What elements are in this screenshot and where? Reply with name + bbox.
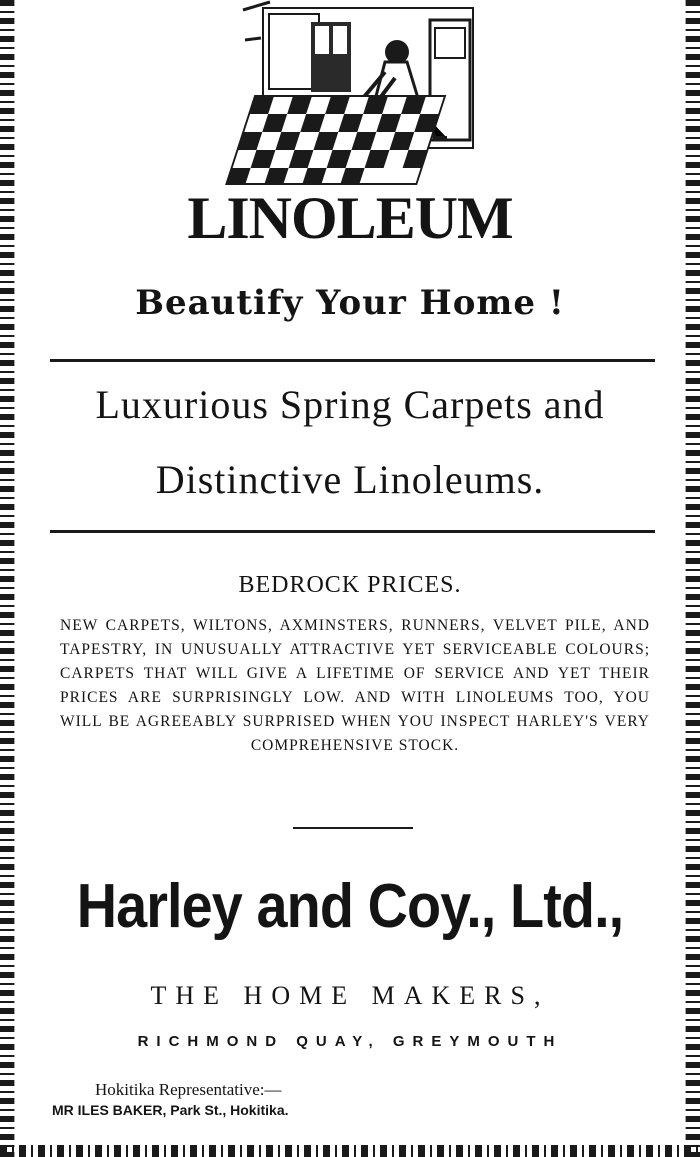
representative-name: MR ILES BAKER, Park St., Hokitika. — [52, 1102, 289, 1118]
headline-line-2: Distinctive Linoleums. — [155, 457, 545, 502]
body-copy: NEW CARPETS, WILTONS, AXMINSTERS, RUNNERS, VELVET PILE, AND TAPESTRY, IN UNUSUALLY ATTRACTIVE YET SERVICEABLE COLOURS; CARPETS THAT WILL GIVE A LIFETIME OF SERVICE AND YET THEIR PRICES ARE SURPRISINGLY LOW. AND WITH LINOLEUMS TOO, YOU WILL BE AGREEABLY SURPRISED WHEN YOU INSPECT HARLEY'S VERY COMPREHENSIVE STOCK. — [60, 617, 650, 754]
bottom-decorative-border — [0, 1137, 700, 1157]
representative-label: Hokitika Representative:— — [95, 1080, 282, 1099]
product-title: LINOLEUM — [187, 185, 513, 251]
divider-bottom — [50, 530, 655, 533]
headline-line-1: Luxurious Spring Carpets and — [95, 382, 605, 427]
left-decorative-border — [0, 0, 24, 1157]
prices-heading: BEDROCK PRICES. — [238, 572, 462, 598]
tagline: Beautify Your Home ! — [135, 283, 565, 323]
divider-top — [50, 359, 655, 362]
man-laying-linoleum-illustration — [225, 0, 480, 190]
company-name: Harley and Coy., Ltd., — [76, 872, 624, 941]
company-address: RICHMOND QUAY, GREYMOUTH — [137, 1033, 563, 1050]
company-slogan: THE HOME MAKERS, — [150, 981, 550, 1010]
right-decorative-border — [676, 0, 700, 1157]
short-divider — [293, 827, 413, 829]
